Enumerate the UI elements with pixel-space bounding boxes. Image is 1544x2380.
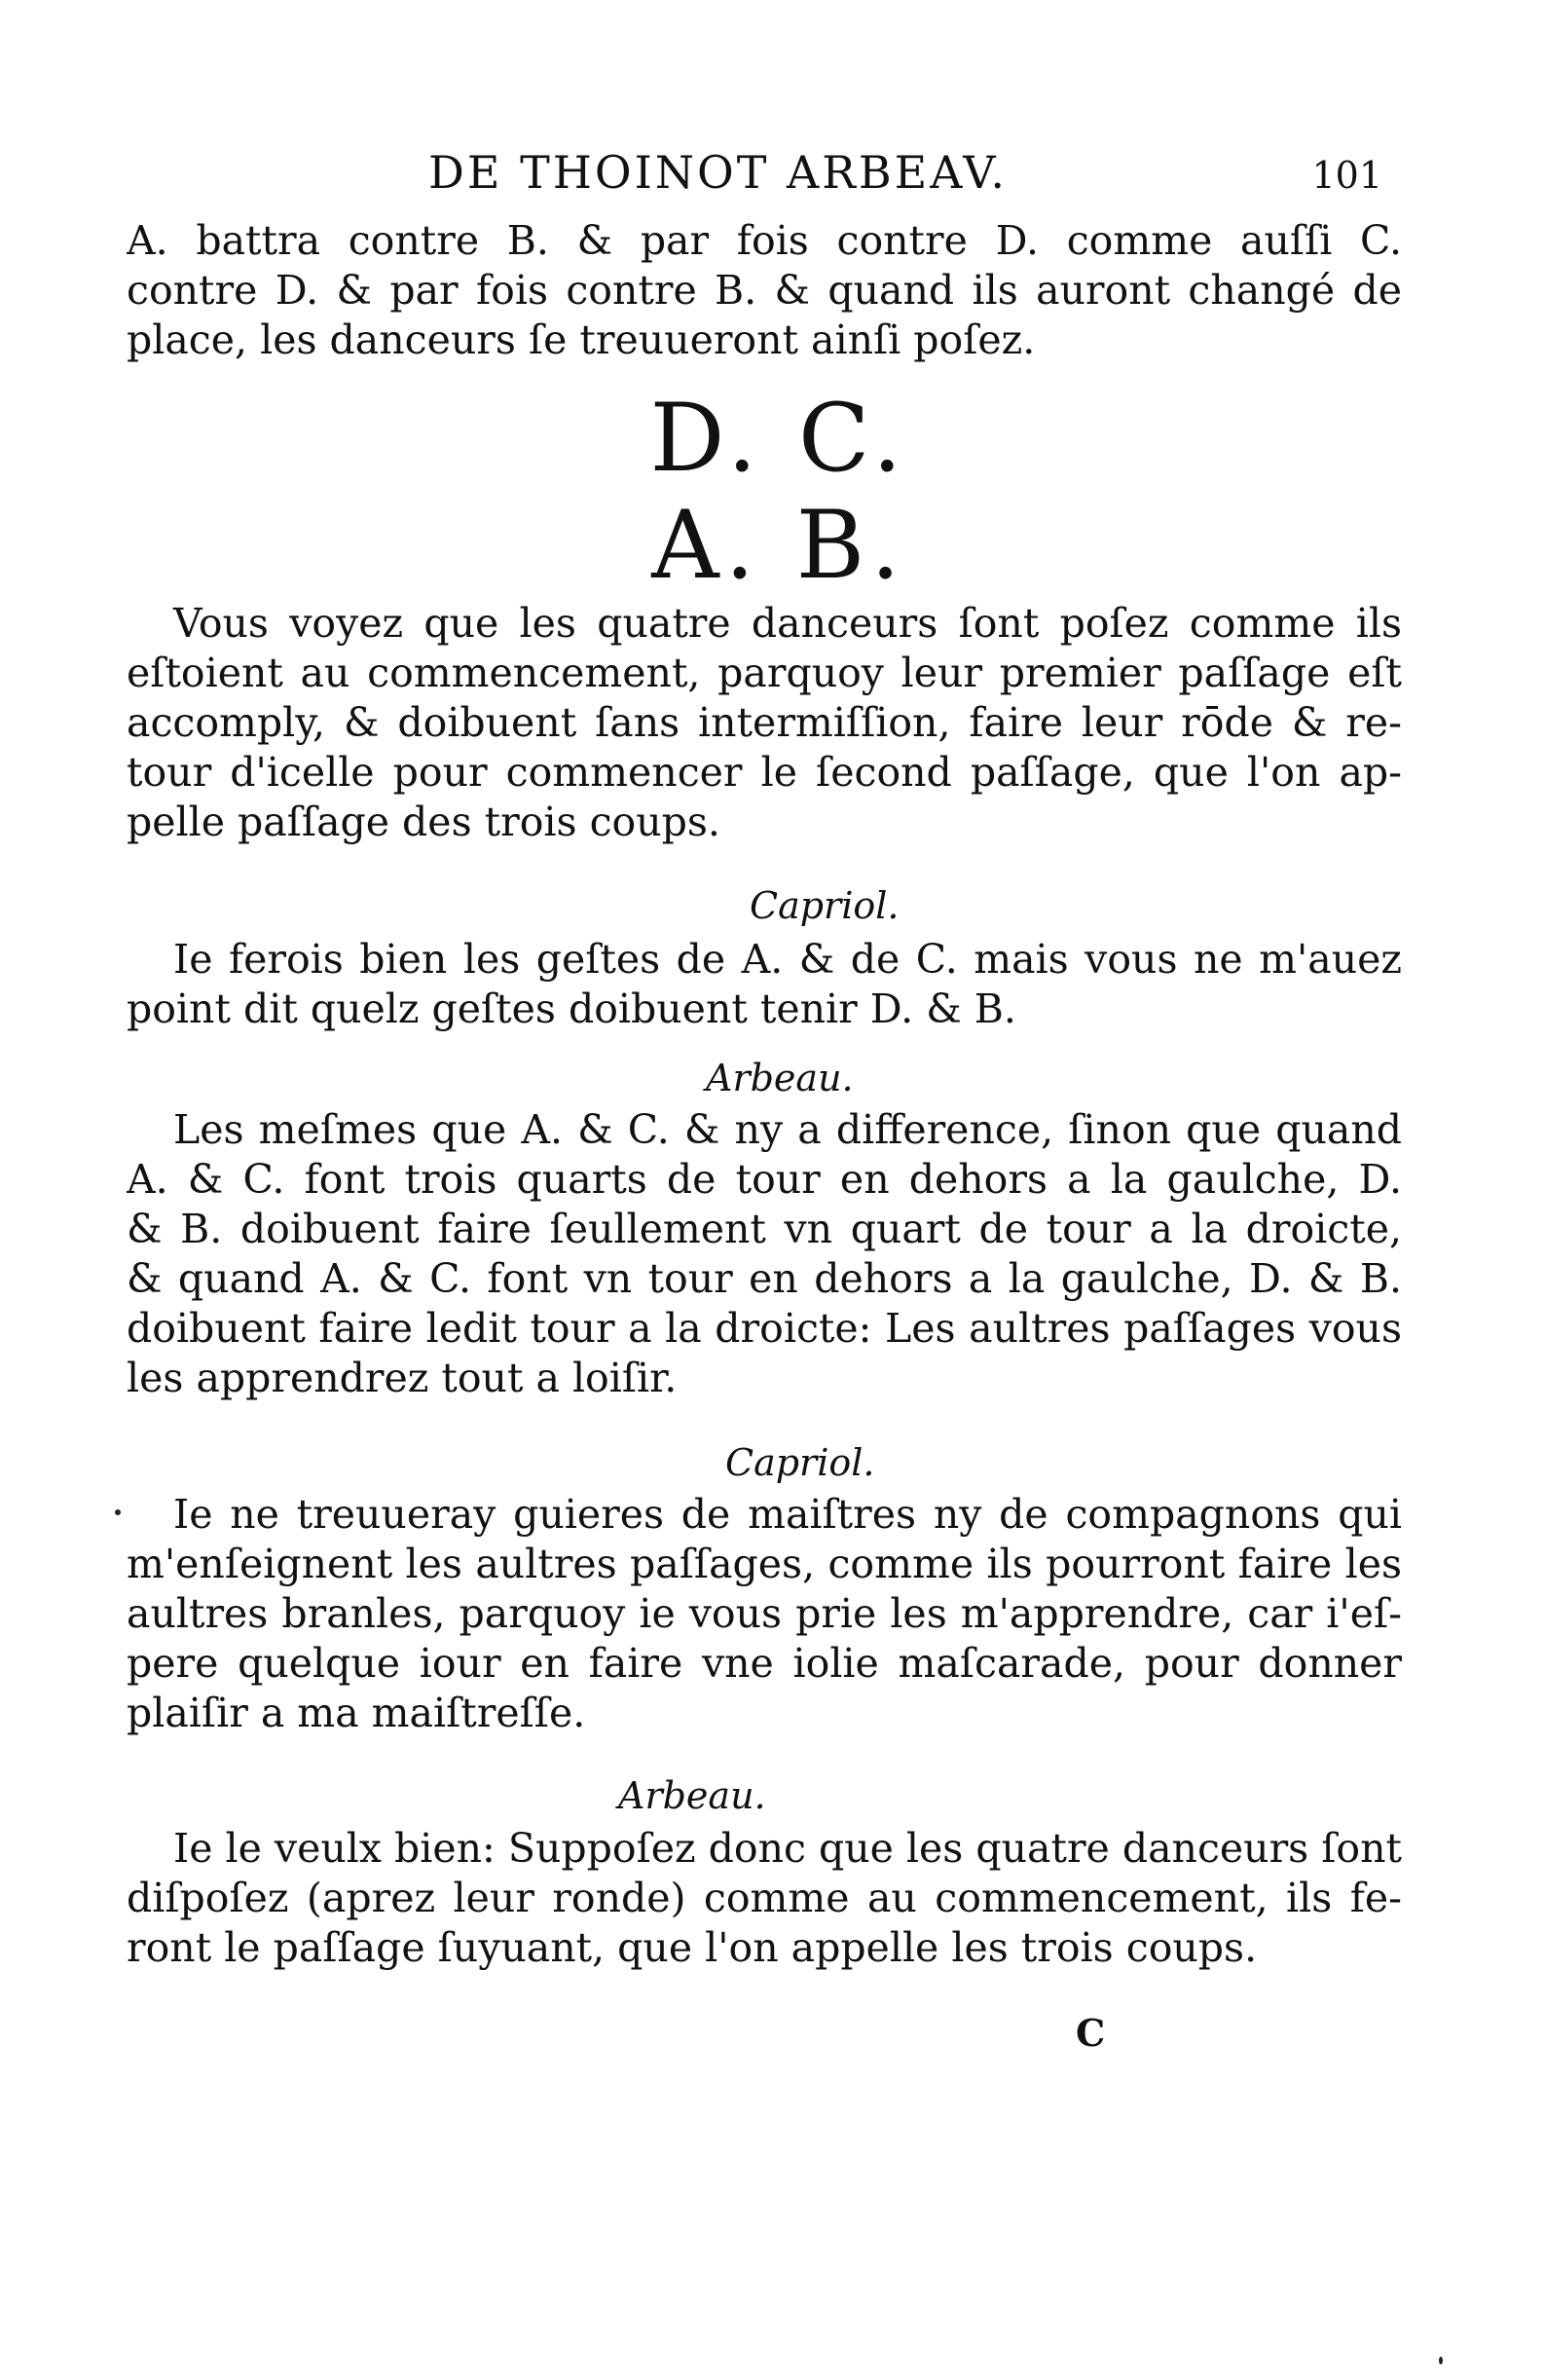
page-number: 101 bbox=[1311, 154, 1382, 197]
paragraph-1 bbox=[127, 216, 1402, 365]
diagram-row-bottom: A. B. bbox=[651, 491, 906, 600]
text-line: eſtoient au commencement, parquoy leur premier paſſage eſt bbox=[127, 650, 1402, 696]
paragraph-5 bbox=[127, 1490, 1402, 1738]
text-line: Vous voyez que les quatre danceurs ſont poſez comme ils bbox=[173, 600, 1402, 647]
speaker-label: Capriol. bbox=[750, 884, 900, 927]
dancer-position-diagram bbox=[545, 385, 1012, 599]
text-line: Les meſmes que A. & C. & ny a difference, ſinon que quand bbox=[173, 1106, 1402, 1153]
text-line: diſpoſez (aprez leur ronde) comme au commencement, ils fe- bbox=[127, 1875, 1402, 1921]
text-line: A. battra contre B. & par fois contre D. comme auſſi C. bbox=[127, 217, 1402, 264]
ink-speck bbox=[115, 1509, 121, 1515]
signature-mark: C bbox=[1076, 2011, 1106, 2055]
text-line: plaiſir a ma maiſtreſſe. bbox=[127, 1690, 586, 1736]
speaker-label: Capriol. bbox=[725, 1441, 875, 1484]
text-line: pere quelque iour en faire vne iolie maſcarade, pour donner bbox=[127, 1640, 1402, 1687]
page-header bbox=[428, 146, 1382, 214]
text-line: point dit quelz geſtes doibuent tenir D. & B. bbox=[127, 985, 1016, 1032]
paragraph-6 bbox=[127, 1824, 1402, 1973]
text-line: m'enſeignent les aultres paſſages, comme ils pourront faire les bbox=[127, 1541, 1402, 1587]
running-head: DE THOINOT ARBEAV. bbox=[428, 146, 1008, 199]
text-line: Ie le veulx bien: Suppoſez donc que les quatre danceurs ſont bbox=[173, 1825, 1402, 1872]
text-line: place, les danceurs ſe treuueront ainſi poſez. bbox=[127, 316, 1036, 363]
ink-speck bbox=[1439, 2357, 1443, 2364]
text-line: & B. doibuent faire ſeullement vn quart de tour a la droicte, bbox=[127, 1206, 1402, 1252]
text-line: Ie ne treuueray guieres de maiſtres ny de compagnons qui bbox=[173, 1491, 1402, 1538]
paragraph-2 bbox=[127, 599, 1402, 847]
text-line: doibuent faire ledit tour a la droicte: Les aultres paſſages vous bbox=[127, 1305, 1402, 1352]
text-line: ront le paſſage ſuyuant, que l'on appelle les trois coups. bbox=[127, 1924, 1258, 1971]
diagram-row-top: D. C. bbox=[649, 384, 908, 493]
speaker-label: Arbeau. bbox=[706, 1057, 854, 1099]
text-line: Ie ferois bien les geſtes de A. & de C. mais vous ne m'auez bbox=[173, 936, 1402, 983]
text-line: A. & C. font trois quarts de tour en dehors a la gaulche, D. bbox=[127, 1156, 1402, 1203]
paragraph-3 bbox=[127, 935, 1402, 1034]
text-line: accomply, & doibuent ſans intermiſſion, faire leur rōde & re- bbox=[127, 699, 1402, 746]
paragraph-4 bbox=[127, 1105, 1402, 1403]
text-line: & quand A. & C. font vn tour en dehors a la gaulche, D. & B. bbox=[127, 1255, 1402, 1302]
speaker-label: Arbeau. bbox=[618, 1774, 766, 1817]
text-line: les apprendrez tout a loiſir. bbox=[127, 1355, 678, 1401]
text-line: contre D. & par fois contre B. & quand ils auront changé de bbox=[127, 267, 1402, 314]
text-line: tour d'icelle pour commencer le ſecond paſſage, que l'on ap- bbox=[127, 749, 1402, 796]
text-line: pelle paſſage des trois coups. bbox=[127, 799, 720, 845]
text-line: aultres branles, parquoy ie vous prie les m'apprendre, car i'eſ- bbox=[127, 1590, 1402, 1637]
